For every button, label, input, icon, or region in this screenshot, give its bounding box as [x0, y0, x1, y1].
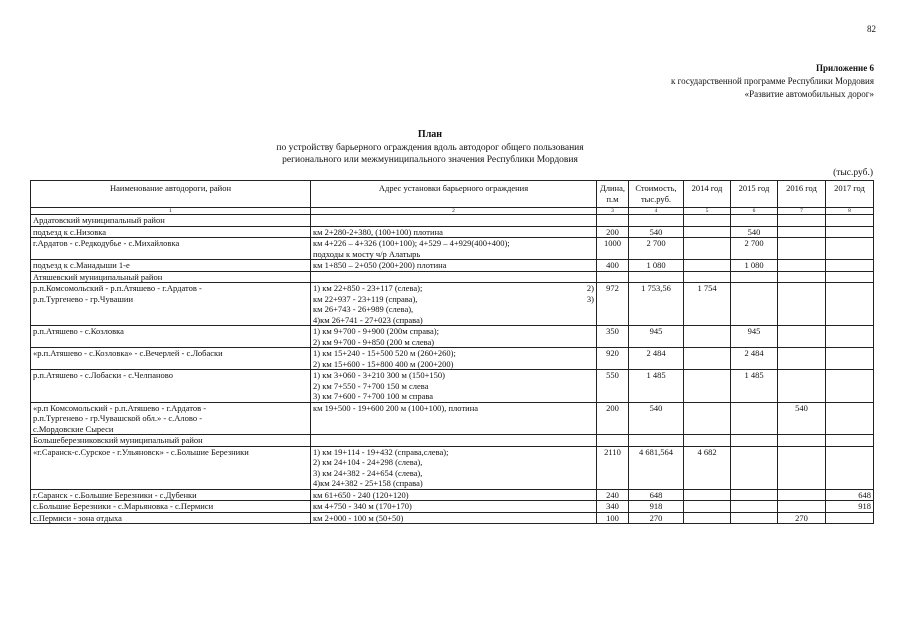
year-2014-cell	[684, 489, 731, 501]
year-2017-cell	[826, 348, 874, 370]
year-2014-cell	[684, 512, 731, 524]
cost-cell: 270	[629, 512, 684, 524]
header-length: Длина, п.м	[597, 181, 629, 208]
empty-cell	[597, 215, 629, 227]
section-title: Большеберезниковский муниципальный район	[31, 435, 311, 447]
road-name-cell	[31, 489, 311, 501]
year-2017-cell	[826, 238, 874, 260]
empty-cell	[629, 271, 684, 283]
road-name-cell	[31, 501, 311, 513]
appendix-line-2: «Развитие автомобильных дорог»	[744, 89, 874, 99]
address-line: км 2+000 - 100 м (50+50)	[313, 512, 404, 523]
cost-cell: 2 700	[629, 238, 684, 260]
road-name-cell	[31, 260, 311, 272]
address-line	[313, 294, 594, 305]
year-2014-cell: 4 682	[684, 446, 731, 489]
column-number: 3	[597, 208, 629, 215]
address-ref: 3)	[586, 293, 594, 304]
address-cell	[311, 370, 597, 403]
cost-cell: 1 753,56	[629, 283, 684, 326]
section-row	[31, 271, 874, 283]
year-2014-cell	[684, 326, 731, 348]
table-row	[31, 402, 874, 435]
table-row	[31, 226, 874, 238]
road-name-line: г.Ардатов - с.Редкодубье - с.Михайловка	[33, 238, 180, 248]
address-line: 4)км 26+741 - 27+023 (справа)	[313, 314, 423, 325]
length-cell: 550	[597, 370, 629, 403]
address-line: 2) км 7+550 - 7+700 150 м слева	[313, 380, 429, 391]
address-cell	[311, 326, 597, 348]
year-2015-cell: 2 700	[731, 238, 778, 260]
year-2014-cell	[684, 348, 731, 370]
year-2017-cell	[826, 512, 874, 524]
empty-cell	[684, 271, 731, 283]
length-cell: 920	[597, 348, 629, 370]
year-2017-cell	[826, 226, 874, 238]
address-line: 3) км 7+600 - 7+700 100 м справа	[313, 391, 434, 401]
road-name-cell	[31, 226, 311, 238]
length-cell: 400	[597, 260, 629, 272]
header-2015: 2015 год	[731, 181, 778, 208]
header-address: Адрес установки барьерного ограждения	[311, 181, 597, 208]
road-name-cell	[31, 238, 311, 260]
address-text: 1) км 22+850 - 23+117 (слева);	[313, 283, 423, 293]
plan-subtitle-2: регионального или межмуниципального значения Республики Мордовия	[282, 155, 578, 165]
address-cell	[311, 512, 597, 524]
column-number: 1	[31, 208, 311, 215]
road-name-cell	[31, 446, 311, 489]
table-row	[31, 512, 874, 524]
length-cell: 240	[597, 489, 629, 501]
year-2015-cell: 1 080	[731, 260, 778, 272]
cost-cell: 540	[629, 226, 684, 238]
cost-cell: 918	[629, 501, 684, 513]
empty-cell	[826, 271, 874, 283]
road-name-line: с.Большие Березники - с.Марьяновка - с.Пермиси	[33, 501, 214, 511]
length-cell: 100	[597, 512, 629, 524]
address-cell	[311, 226, 597, 238]
road-name-line: «р.п Комсомольский - р.п.Атяшево - г.Ардатов -	[33, 402, 207, 413]
year-2016-cell	[778, 260, 826, 272]
empty-cell	[731, 215, 778, 227]
road-name-cell	[31, 370, 311, 403]
column-number: 7	[778, 208, 826, 215]
cost-cell: 1 080	[629, 260, 684, 272]
empty-cell	[778, 215, 826, 227]
year-2014-cell: 1 754	[684, 283, 731, 326]
empty-cell	[731, 435, 778, 447]
empty-cell	[597, 271, 629, 283]
empty-cell	[629, 435, 684, 447]
plan-title: План	[417, 129, 443, 140]
header-2017: 2017 год	[826, 181, 874, 208]
address-line: км 26+743 - 26+989 (слева),	[313, 304, 414, 314]
table-row	[31, 489, 874, 501]
address-line: 4)км 24+382 - 25+158 (справа)	[313, 478, 423, 488]
address-line: км 4+750 - 340 м (170+170)	[313, 501, 412, 511]
road-name-line: р.п.Комсомольский - р.п.Атяшево - г.Ардатов -	[33, 283, 202, 293]
year-2014-cell	[684, 226, 731, 238]
year-2015-cell	[731, 501, 778, 513]
length-cell: 2110	[597, 446, 629, 489]
year-2014-cell	[684, 402, 731, 435]
section-title: Атяшевский муниципальный район	[31, 271, 311, 283]
year-2014-cell	[684, 238, 731, 260]
empty-cell	[778, 435, 826, 447]
year-2014-cell	[684, 260, 731, 272]
header-2014: 2014 год	[684, 181, 731, 208]
address-line: 2) км 15+600 - 15+800 400 м (200+200)	[313, 358, 454, 369]
year-2014-cell	[684, 370, 731, 403]
empty-cell	[629, 215, 684, 227]
year-2015-cell	[731, 283, 778, 326]
plan-heading-block	[150, 129, 710, 167]
address-line: км 61+650 - 240 (120+120)	[313, 489, 409, 500]
address-cell	[311, 489, 597, 501]
year-2017-cell: 648	[826, 489, 874, 501]
road-name-line: с.Пермиси - зона отдыха	[33, 512, 122, 523]
table-row	[31, 283, 874, 326]
road-name-line: «р.п.Атяшево - с.Козловка» - с.Вечерлей - с.Лобаски	[33, 348, 223, 358]
year-2017-cell	[826, 260, 874, 272]
address-ref: 2)	[586, 283, 594, 293]
plan-subtitle-1: по устройству барьерного ограждения вдоль автодорог общего пользования	[276, 142, 584, 153]
year-2016-cell	[778, 326, 826, 348]
appendix-block	[671, 62, 874, 101]
address-cell	[311, 238, 597, 260]
road-name-line: р.п.Атяшево - с.Козловка	[33, 326, 124, 336]
empty-cell	[597, 435, 629, 447]
address-line: 1) км 9+700 - 9+900 (200м справа);	[313, 326, 439, 336]
section-row	[31, 435, 874, 447]
year-2017-cell: 918	[826, 501, 874, 513]
column-number: 6	[731, 208, 778, 215]
cost-cell: 2 484	[629, 348, 684, 370]
year-2017-cell	[826, 326, 874, 348]
header-2016: 2016 год	[778, 181, 826, 208]
year-2016-cell	[778, 226, 826, 238]
address-line: 2) км 24+104 - 24+298 (слева),	[313, 457, 423, 467]
column-number: 8	[826, 208, 874, 215]
road-name-line: с.Мордовские Сыреси	[33, 423, 114, 434]
section-row	[31, 215, 874, 227]
road-name-line: р.п.Тургенево - гр.Чувашии	[33, 293, 134, 304]
year-2015-cell	[731, 489, 778, 501]
column-number: 5	[684, 208, 731, 215]
year-2015-cell: 540	[731, 226, 778, 238]
table-row	[31, 348, 874, 370]
year-2016-cell: 270	[778, 512, 826, 524]
road-name-cell	[31, 402, 311, 435]
road-name-line: р.п.Тургенево - гр.Чувашской обл.» - с.Алово -	[33, 413, 203, 423]
road-name-line: «г.Саранск-с.Сурское - г.Ульяновск» - с.Большие Березники	[33, 446, 249, 457]
road-name-cell	[31, 326, 311, 348]
year-2015-cell: 1 485	[731, 370, 778, 403]
length-cell: 972	[597, 283, 629, 326]
empty-cell	[311, 435, 597, 447]
empty-cell	[826, 435, 874, 447]
road-name-line: г.Саранск - с.Большие Березники - с.Дубенки	[33, 489, 197, 500]
cost-cell: 540	[629, 402, 684, 435]
address-line: км 1+850 – 2+050 (200+200) плотина	[313, 260, 447, 270]
road-name-line: подъезд к с.Манадыши 1-е	[33, 260, 130, 270]
address-text: км 22+937 - 23+119 (справа),	[313, 293, 418, 304]
address-cell	[311, 260, 597, 272]
cost-cell: 945	[629, 326, 684, 348]
table-header-row	[31, 181, 874, 208]
cost-cell: 1 485	[629, 370, 684, 403]
address-line: 1) км 3+060 - 3+210 300 м (150+150)	[313, 370, 445, 380]
road-name-cell	[31, 348, 311, 370]
address-cell	[311, 283, 597, 326]
page-number: 82	[867, 24, 876, 34]
year-2016-cell	[778, 348, 826, 370]
year-2015-cell	[731, 446, 778, 489]
address-line: 2) км 9+700 - 9+850 (200 м слева)	[313, 336, 435, 347]
address-line: подходы к мосту ч/р Алатырь	[313, 248, 421, 259]
unit-label: (тыс.руб.)	[833, 168, 873, 178]
cost-cell: 648	[629, 489, 684, 501]
column-number-row	[31, 208, 874, 215]
year-2016-cell	[778, 489, 826, 501]
address-line: км 19+500 - 19+600 200 м (100+100), плотина	[313, 402, 479, 413]
table-row	[31, 501, 874, 513]
empty-cell	[778, 271, 826, 283]
year-2015-cell: 945	[731, 326, 778, 348]
address-cell	[311, 501, 597, 513]
appendix-title: Приложение 6	[815, 63, 874, 73]
road-name-line: р.п.Атяшево - с.Лобаски - с.Челпаново	[33, 370, 173, 380]
address-line: 1) км 15+240 - 15+500 520 м (260+260);	[313, 348, 456, 358]
address-cell	[311, 348, 597, 370]
address-cell	[311, 446, 597, 489]
empty-cell	[684, 435, 731, 447]
table-row	[31, 370, 874, 403]
column-number: 2	[311, 208, 597, 215]
road-name-cell	[31, 512, 311, 524]
year-2017-cell	[826, 370, 874, 403]
table-row	[31, 260, 874, 272]
road-name-line: подъезд к с.Низовка	[33, 226, 106, 237]
road-name-cell	[31, 283, 311, 326]
header-cost: Стоимость, тыс.руб.	[629, 181, 684, 208]
year-2017-cell	[826, 283, 874, 326]
year-2016-cell	[778, 370, 826, 403]
table-row	[31, 238, 874, 260]
year-2015-cell: 2 484	[731, 348, 778, 370]
address-line: 1) км 19+114 - 19+432 (справа,слева);	[313, 446, 449, 457]
empty-cell	[826, 215, 874, 227]
address-line	[313, 283, 594, 294]
year-2015-cell	[731, 512, 778, 524]
empty-cell	[684, 215, 731, 227]
year-2015-cell	[731, 402, 778, 435]
year-2016-cell	[778, 283, 826, 326]
year-2016-cell: 540	[778, 402, 826, 435]
address-line: км 4+226 – 4+326 (100+100); 4+529 – 4+929(400+400);	[313, 238, 510, 248]
table-row	[31, 326, 874, 348]
length-cell: 340	[597, 501, 629, 513]
year-2016-cell	[778, 501, 826, 513]
year-2014-cell	[684, 501, 731, 513]
section-title: Ардатовский муниципальный район	[31, 215, 311, 227]
length-cell: 200	[597, 226, 629, 238]
header-name: Наименование автодороги, район	[31, 181, 311, 208]
length-cell: 1000	[597, 238, 629, 260]
address-line: 3) км 24+382 - 24+654 (слева),	[313, 467, 423, 478]
column-number: 4	[629, 208, 684, 215]
barrier-plan-table	[30, 180, 874, 524]
year-2017-cell	[826, 446, 874, 489]
table-row	[31, 446, 874, 489]
appendix-line-1: к государственной программе Республики Мордовия	[671, 76, 874, 86]
year-2016-cell	[778, 446, 826, 489]
cost-cell: 4 681,564	[629, 446, 684, 489]
empty-cell	[311, 271, 597, 283]
length-cell: 350	[597, 326, 629, 348]
empty-cell	[311, 215, 597, 227]
length-cell: 200	[597, 402, 629, 435]
address-cell	[311, 402, 597, 435]
year-2017-cell	[826, 402, 874, 435]
empty-cell	[731, 271, 778, 283]
address-line: км 2+280-2+380, (100+100) плотина	[313, 226, 443, 237]
year-2016-cell	[778, 238, 826, 260]
